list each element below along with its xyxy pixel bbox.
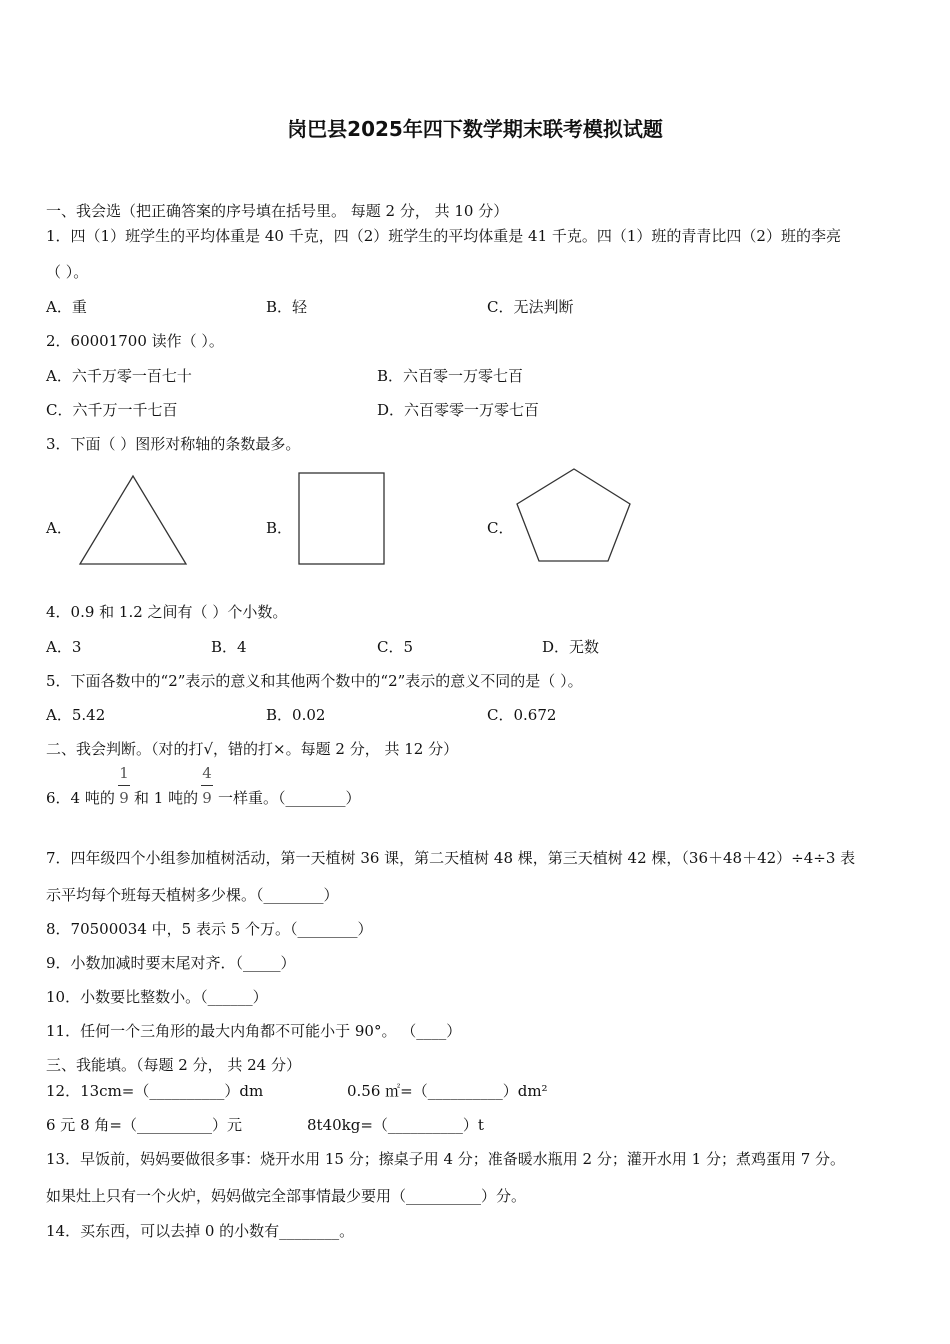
question-7-line-2: 示平均每个班每天植树多少棵。（________）	[46, 886, 339, 904]
question-13-line-1: 13．早饭前，妈妈要做很多事：烧开水用 15 分；擦桌子用 4 分；准备暖水瓶用 2 分；灌开水用 1 分；煮鸡蛋用 7 分。	[46, 1150, 846, 1168]
question-10: 10．小数要比整数小。（______）	[46, 988, 268, 1006]
fraction-1-bar	[118, 785, 130, 786]
section-2-header: 二、我会判断。（对的打√，错的打×。每题 2 分， 共 12 分）	[46, 740, 459, 758]
pentagon-figure	[514, 467, 634, 565]
q1-option-c: C．无法判断	[487, 298, 574, 316]
fraction-2-denominator: 9	[202, 789, 212, 807]
question-6-prefix: 6．4 吨的	[46, 789, 115, 807]
question-13-line-2: 如果灶上只有一个火炉，妈妈做完全部事情最少要用（__________）分。	[46, 1187, 527, 1205]
q3-option-c: C．	[487, 519, 514, 537]
q5-option-a: A．5.42	[46, 706, 106, 724]
q2-option-c: C．六千万一千七百	[46, 401, 178, 419]
q4-option-b: B．4	[211, 638, 247, 656]
question-12-a: 12．13cm=（__________）dm	[46, 1082, 264, 1100]
question-5: 5．下面各数中的“2”表示的意义和其他两个数中的“2”表示的意义不同的是（ ）。	[46, 672, 583, 690]
q5-option-c: C．0.672	[487, 706, 557, 724]
q4-option-a: A．3	[46, 638, 82, 656]
question-4: 4．0.9 和 1.2 之间有（ ）个小数。	[46, 603, 288, 621]
q1-option-b: B．轻	[266, 298, 308, 316]
fraction-1-denominator: 9	[119, 789, 129, 807]
q2-option-d: D．六百零零一万零七百	[377, 401, 540, 419]
question-12-c: 6 元 8 角=（__________）元	[46, 1116, 242, 1134]
question-1-line-1: 1．四（1）班学生的平均体重是 40 千克，四（2）班学生的平均体重是 41 千克。四（1）班的青青比四（2）班的李亮	[46, 227, 841, 245]
q4-option-c: C．5	[377, 638, 414, 656]
question-12-d: 8t40kg=（__________）t	[307, 1116, 484, 1134]
question-6-middle: 和 1 吨的	[134, 789, 199, 807]
q4-option-d: D．无数	[542, 638, 600, 656]
q1-option-a: A．重	[46, 298, 87, 316]
section-3-header: 三、我能填。（每题 2 分， 共 24 分）	[46, 1056, 301, 1074]
question-9: 9．小数加减时要末尾对齐．（_____）	[46, 954, 296, 972]
question-8: 8．70500034 中，5 表示 5 个万。（________）	[46, 920, 373, 938]
square-figure	[298, 472, 386, 566]
question-7-line-1: 7．四年级四个小组参加植树活动，第一天植树 36 课，第二天植树 48 棵，第三天植树 42 棵，（36＋48＋42）÷4÷3 表	[46, 849, 856, 867]
q3-option-a: A．	[46, 519, 72, 537]
fraction-2-bar	[201, 785, 213, 786]
q5-option-b: B．0.02	[266, 706, 326, 724]
question-14: 14．买东西，可以去掉 0 的小数有________。	[46, 1222, 355, 1240]
triangle-figure	[78, 474, 188, 568]
q3-option-b: B．	[266, 519, 293, 537]
q2-option-b: B．六百零一万零七百	[377, 367, 524, 385]
question-3: 3．下面（ ）图形对称轴的条数最多。	[46, 435, 301, 453]
question-1-line-2: （ ）。	[46, 263, 89, 281]
question-11: 11．任何一个三角形的最大内角都不可能小于 90°。 （____）	[46, 1022, 462, 1040]
question-12-b: 0.56 ㎡=（__________）dm²	[347, 1082, 548, 1100]
fraction-2-numerator: 4	[202, 764, 212, 782]
q2-option-a: A．六千万零一百七十	[46, 367, 192, 385]
question-2: 2．60001700 读作（ ）。	[46, 332, 224, 350]
section-1-header: 一、我会选（把正确答案的序号填在括号里。 每题 2 分， 共 10 分）	[46, 202, 509, 220]
page-title: 岗巴县2025年四下数学期末联考模拟试题	[287, 117, 663, 141]
question-6-suffix: 一样重。（________）	[218, 789, 361, 807]
fraction-1-numerator: 1	[119, 764, 129, 782]
